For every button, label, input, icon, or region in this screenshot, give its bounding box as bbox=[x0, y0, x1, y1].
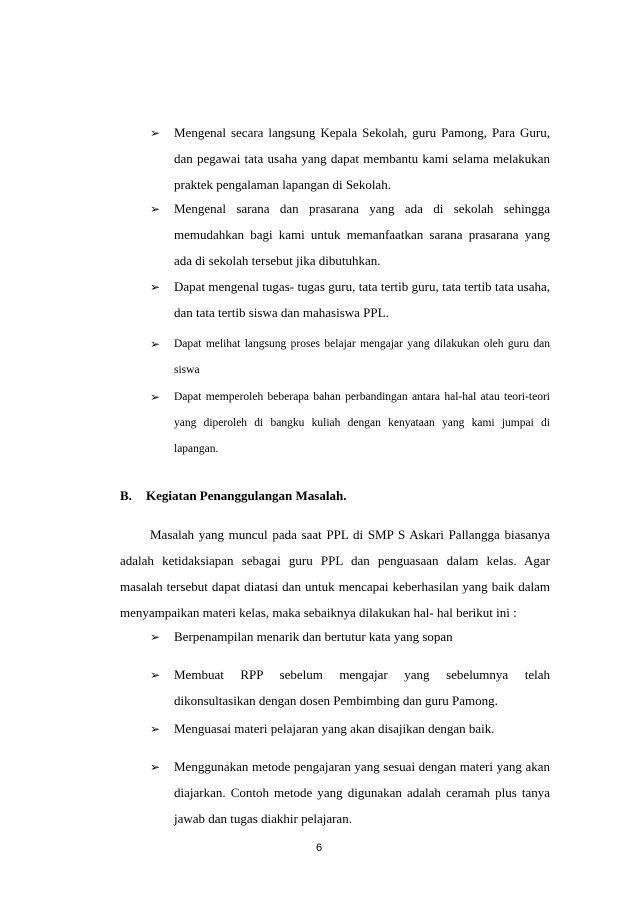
list-item-text: Menggunakan metode pengajaran yang sesuai dengan materi yang akan diajarkan. Contoh metode yang digunakan adalah ceramah plus tanya jawab dan tugas diakhir pelajaran. bbox=[174, 759, 550, 826]
list-item bbox=[152, 331, 550, 383]
arrow-bullet-icon: ➢ bbox=[150, 668, 161, 682]
list-item bbox=[152, 274, 550, 326]
list-item bbox=[152, 662, 550, 714]
list-item-text: Menguasai materi pelajaran yang akan disajikan dengan baik. bbox=[174, 721, 495, 736]
list-item-text: Dapat memperoleh beberapa bahan perbandingan antara hal-hal atau teori-teori yang diperoleh di bangku kuliah dengan kenyataan yang kami jumpai di lapangan. bbox=[174, 391, 550, 455]
arrow-bullet-icon: ➢ bbox=[150, 722, 161, 736]
page-number: 6 bbox=[315, 842, 323, 854]
arrow-bullet-icon: ➢ bbox=[150, 126, 161, 140]
section-paragraph: Masalah yang muncul pada saat PPL di SMP S Askari Pallangga biasanya adalah ketidaksiapan sebagai guru PPL dan penguasaan dalam kelas. Agar masalah tersebut dapat diatasi dan untuk mencapai keberhasilan yang baik dalam menyampaikan materi kelas, maka sebaiknya dilakukan hal- hal berikut ini : bbox=[120, 527, 550, 620]
list-item bbox=[152, 624, 550, 650]
list-item bbox=[152, 716, 550, 742]
list-item-text: Berpenampilan menarik dan bertutur kata yang sopan bbox=[174, 629, 453, 644]
section-number: B. bbox=[120, 488, 132, 503]
section-heading bbox=[120, 488, 346, 504]
list-item-text: Dapat melihat langsung proses belajar mengajar yang dilakukan oleh guru dan siswa bbox=[174, 338, 550, 376]
list-item bbox=[152, 754, 550, 832]
arrow-bullet-icon: ➢ bbox=[150, 280, 161, 294]
list-item bbox=[152, 120, 550, 198]
list-item-text: Mengenal secara langsung Kepala Sekolah, guru Pamong, Para Guru, dan pegawai tata usaha yang dapat membantu kami selama melakukan praktek pengalaman lapangan di Sekolah. bbox=[174, 125, 550, 192]
arrow-bullet-icon: ➢ bbox=[150, 202, 161, 216]
arrow-bullet-icon: ➢ bbox=[150, 760, 161, 774]
list-item bbox=[152, 384, 550, 462]
list-item-text: Membuat RPP sebelum mengajar yang sebelumnya telah dikonsultasikan dengan dosen Pembimbing dan guru Pamong. bbox=[174, 667, 550, 708]
arrow-bullet-icon: ➢ bbox=[150, 630, 161, 644]
arrow-bullet-icon: ➢ bbox=[150, 390, 161, 404]
section-title: Kegiatan Penanggulangan Masalah. bbox=[146, 488, 347, 503]
arrow-bullet-icon: ➢ bbox=[150, 337, 161, 351]
list-item bbox=[152, 196, 550, 274]
list-item-text: Mengenal sarana dan prasarana yang ada di sekolah sehingga memudahkan bagi kami untuk memanfaatkan sarana prasarana yang ada di sekolah tersebut jika dibutuhkan. bbox=[174, 201, 550, 268]
list-item-text: Dapat mengenal tugas- tugas guru, tata tertib guru, tata tertib tata usaha, dan tata tertib siswa dan mahasiswa PPL. bbox=[174, 279, 550, 320]
